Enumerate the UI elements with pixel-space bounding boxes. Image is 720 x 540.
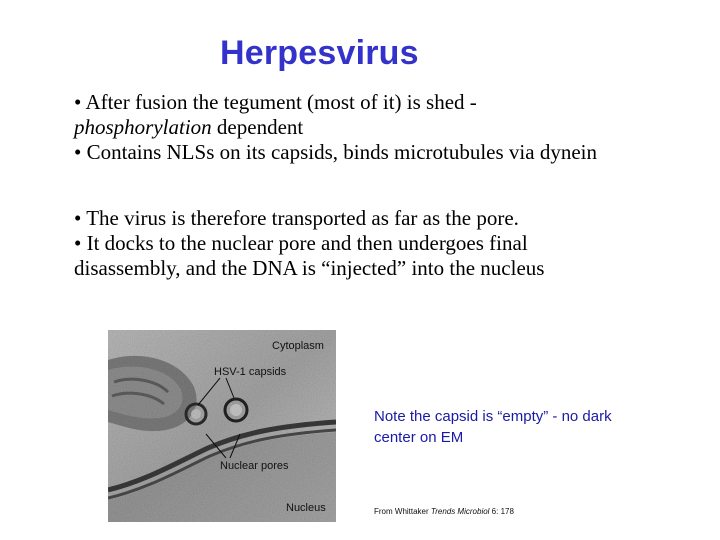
slide-title: Herpesvirus (220, 34, 419, 72)
label-hsv1-capsids: HSV-1 capsids (214, 366, 287, 378)
bullet-tegument (74, 90, 714, 140)
credit-suffix: 6: 178 (489, 507, 514, 516)
bullet-nls: • Contains NLSs on its capsids, binds microtubules via dynein (74, 140, 597, 164)
label-nucleus: Nucleus (286, 502, 326, 514)
capsid-note: Note the capsid is “empty” - no dark center on EM (374, 408, 612, 446)
micrograph-image (108, 330, 336, 522)
bullet-group-bottom (74, 206, 714, 281)
bullet-tegument-suffix: dependent (211, 115, 304, 139)
em-micrograph (108, 330, 336, 522)
label-cytoplasm: Cytoplasm (272, 340, 324, 352)
bullet-docking (74, 231, 714, 281)
bullet-docking-line2: disassembly, and the DNA is “injected” into the nucleus (74, 256, 545, 280)
bullet-tegument-text: • After fusion the tegument (most of it) is shed - (74, 90, 477, 114)
bullet-docking-line1: • It docks to the nuclear pore and then undergoes final (74, 231, 528, 255)
credit-prefix: From Whittaker (374, 507, 431, 516)
credit-journal: Trends Microbiol (430, 507, 490, 516)
bullet-tegument-emphasis: phosphorylation (74, 115, 212, 139)
bullet-group-top (74, 90, 714, 165)
label-nuclear-pores: Nuclear pores (220, 460, 289, 472)
figure-credit (374, 507, 514, 516)
bullet-transport: • The virus is therefore transported as far as the pore. (74, 206, 519, 230)
